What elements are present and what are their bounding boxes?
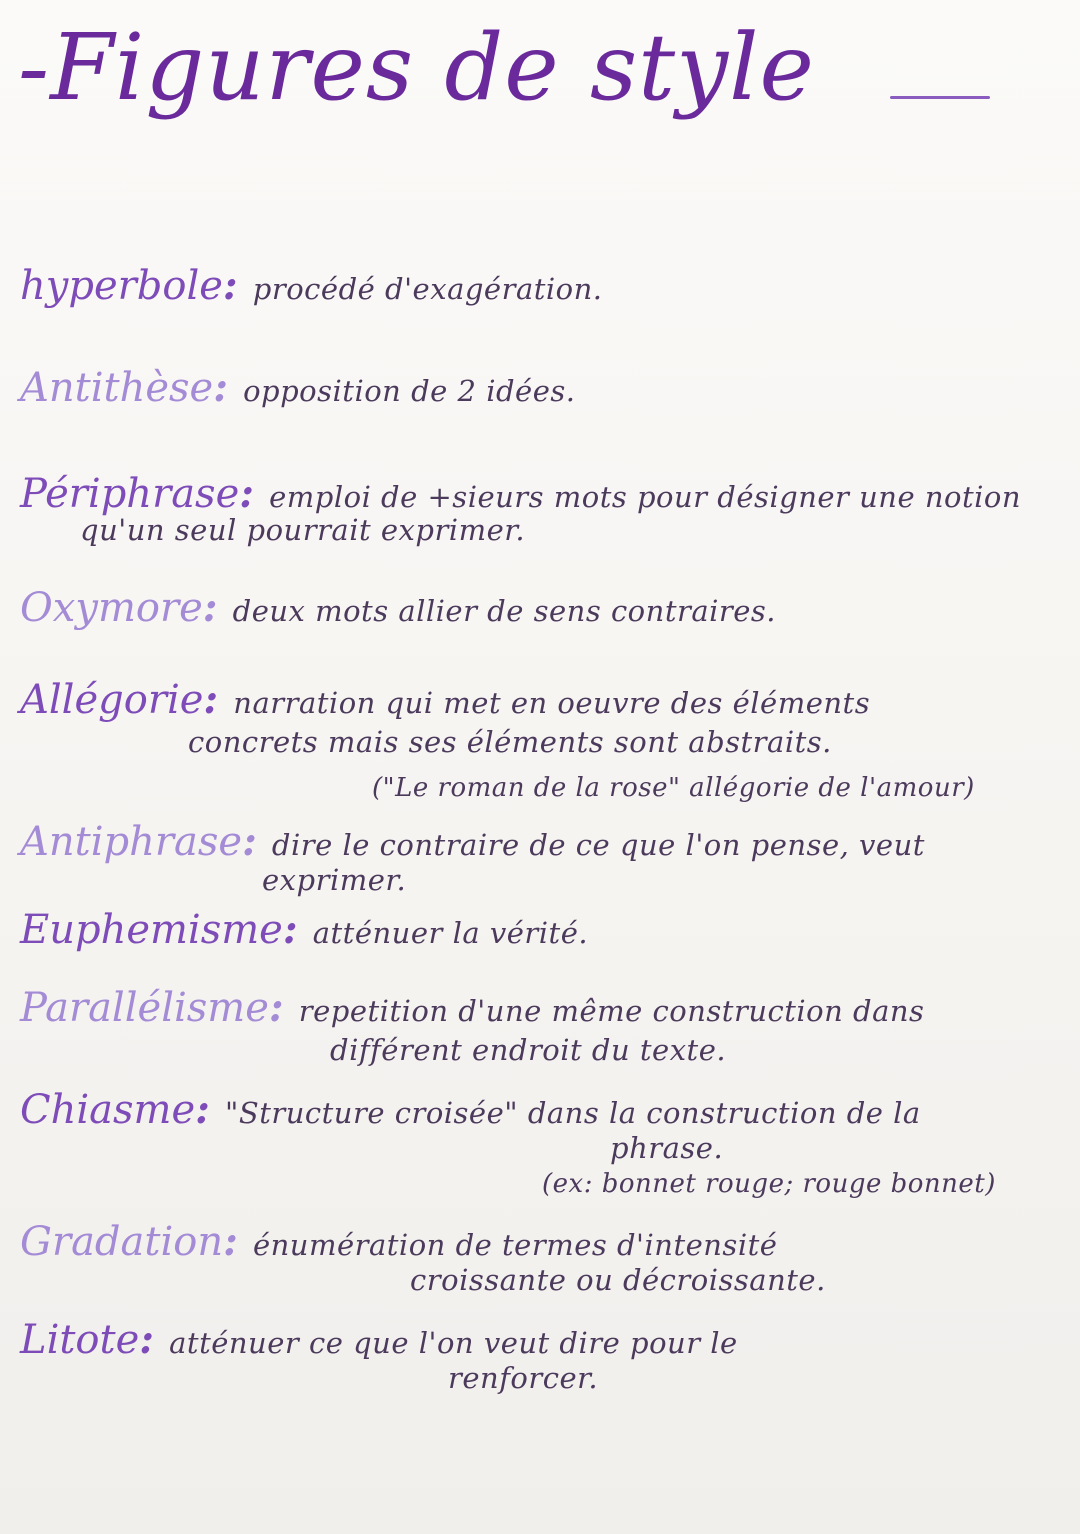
definition: énumération de termes d'intensité [252,1228,778,1262]
entry-litote [20,1316,1060,1363]
colon: : [268,984,284,1031]
definition: atténuer la vérité. [312,916,589,950]
colon: : [222,262,238,309]
page-title: -Figures de style [18,14,815,121]
colon: : [282,906,298,953]
definition-continued: phrase. [610,1131,724,1165]
definition-continued: exprimer. [262,863,407,897]
colon: : [139,1316,155,1363]
entry-hyperbole [20,262,1060,309]
term-oxymore: Oxymore [20,585,203,631]
term-euphemisme: Euphemisme [20,907,283,953]
entry-parallelisme [20,984,1060,1031]
term-chiasme: Chiasme [20,1087,196,1133]
entry-euphemisme [20,906,1060,953]
definition: procédé d'exagération. [252,272,603,306]
colon: : [223,1218,238,1265]
entry-chiasme [20,1086,1060,1133]
definition: atténuer ce que l'on veut dire pour le [169,1326,738,1360]
colon: : [195,1086,210,1133]
entry-oxymore [20,584,1060,631]
example: (ex: bonnet rouge; rouge bonnet) [542,1169,996,1199]
colon: : [202,584,218,631]
term-antiphrase: Antiphrase [20,819,243,865]
definition-continued: concrets mais ses éléments sont abstraits. [188,725,832,759]
term-hyperbole: hyperbole [20,263,223,309]
definition: "Structure croisée" dans la construction de la [225,1096,921,1130]
example: ("Le roman de la rose" allégorie de l'amour) [372,773,975,803]
term-gradation: Gradation [20,1219,224,1265]
term-allegorie: Allégorie [20,677,204,723]
definition: opposition de 2 idées. [243,374,576,408]
entry-gradation [20,1218,1060,1265]
title-underline [890,96,990,99]
entry-allegorie [20,676,1060,723]
definition: narration qui met en oeuvre des éléments [233,686,871,720]
definition: emploi de +sieurs mots pour désigner une notion [269,480,1022,514]
colon: : [242,818,257,865]
term-parallelisme: Parallélisme [20,985,269,1031]
definition: deux mots allier de sens contraires. [232,594,777,628]
colon: : [239,470,255,517]
definition-continued: qu'un seul pourrait exprimer. [80,513,526,547]
term-periphrase: Périphrase [20,471,240,517]
definition: repetition d'une même construction dans [298,994,925,1028]
colon: : [203,676,219,723]
entry-antiphrase [20,818,1060,865]
definition: dire le contraire de ce que l'on pense, veut [271,828,925,862]
term-litote: Litote [20,1317,140,1363]
entry-periphrase [20,470,1060,517]
definition-continued: croissante ou décroissante. [410,1263,826,1297]
term-antithese: Antithèse [20,365,214,411]
definition-continued: différent endroit du texte. [330,1033,727,1067]
definition-continued: renforcer. [448,1361,599,1395]
colon: : [213,364,228,411]
entry-antithese [20,364,1060,411]
